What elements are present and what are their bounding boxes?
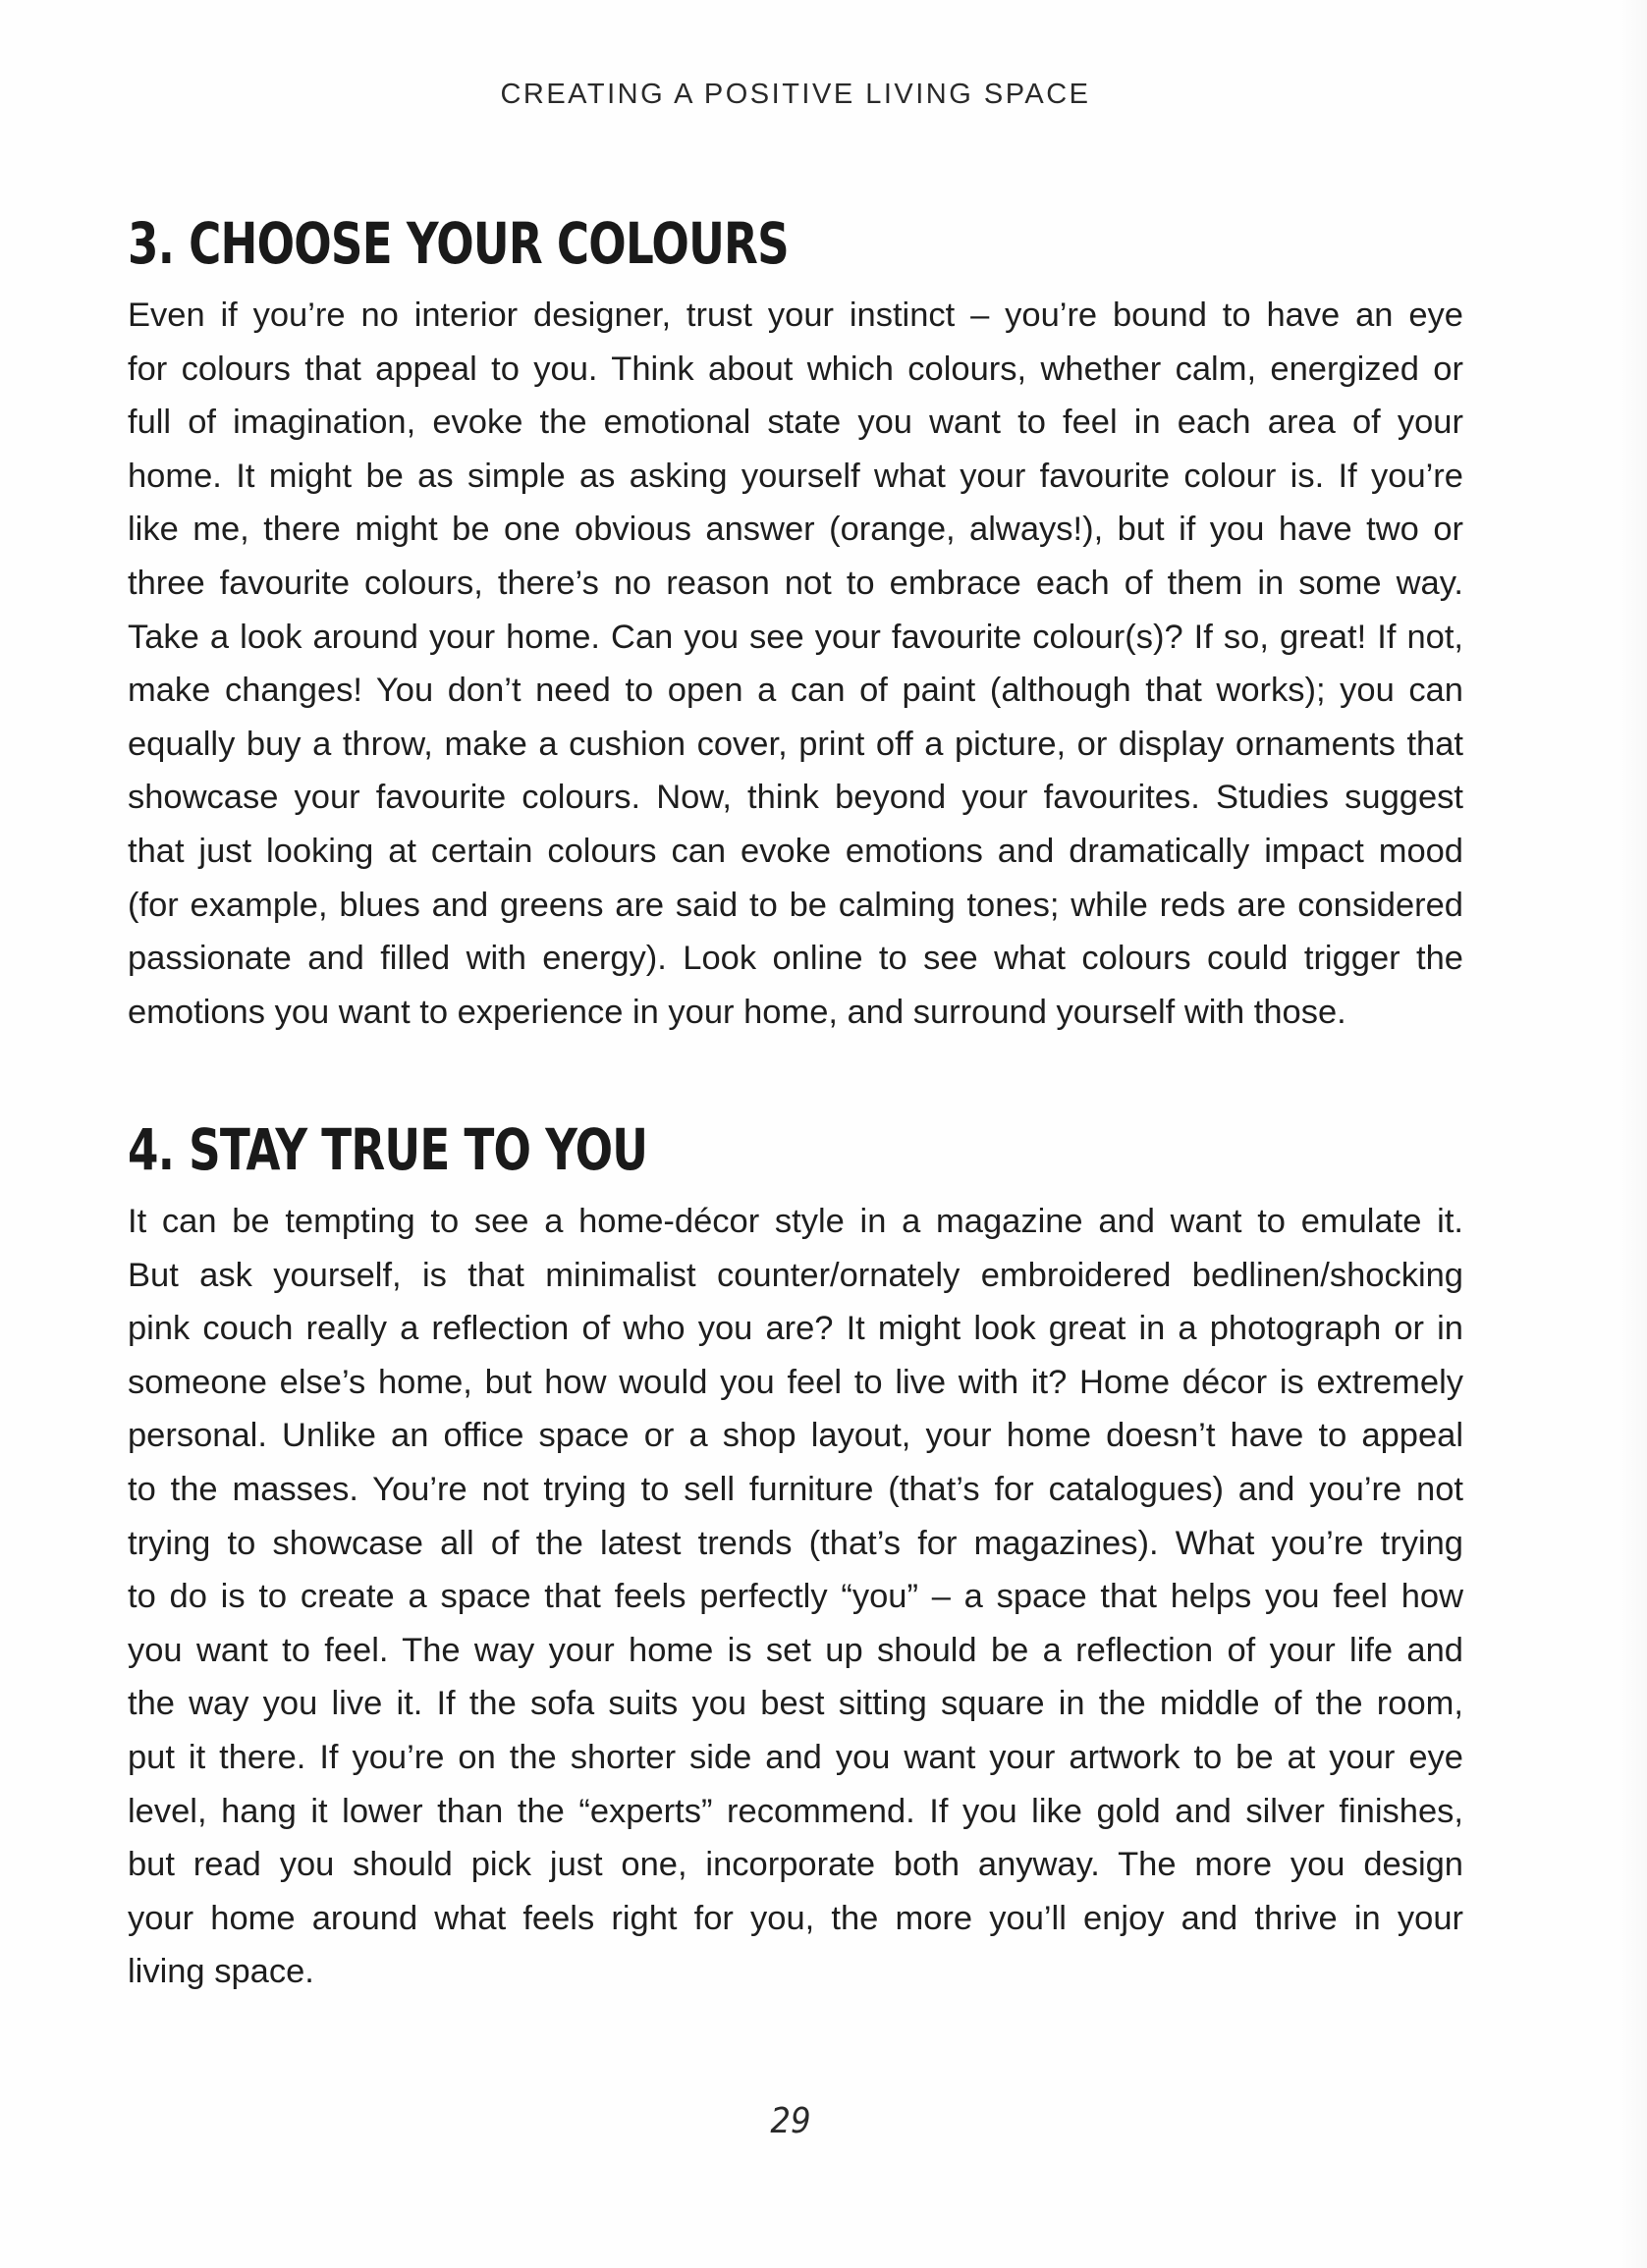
- text-line: emotions you want to experience in your home, and surround yourself with those.: [128, 993, 1346, 1031]
- text-line: level, hang it lower than the “experts” recommend. If you like gold and silver finishes,: [128, 1792, 1463, 1830]
- section-body: [128, 289, 1463, 1039]
- page-number: 29: [770, 2101, 811, 2141]
- section-stay-true-to-you: [128, 1114, 1463, 1999]
- text-line: (for example, blues and greens are said to be calming tones; while reds are considered: [128, 886, 1463, 924]
- text-line: your home around what feels right for you, the more you’ll enjoy and thrive in your: [128, 1899, 1463, 1937]
- text-line: It can be tempting to see a home-décor style in a magazine and want to emulate it.: [128, 1203, 1463, 1240]
- text-line: pink couch really a reflection of who you are? It might look great in a photograph or in: [128, 1310, 1463, 1348]
- text-line: showcase your favourite colours. Now, think beyond your favourites. Studies suggest: [128, 779, 1463, 817]
- text-line: but read you should pick just one, incorporate both anyway. The more you design: [128, 1846, 1463, 1884]
- text-line: that just looking at certain colours can evoke emotions and dramatically impact mood: [128, 832, 1463, 870]
- page-edge-shade: [1620, 0, 1647, 2268]
- section-choose-your-colours: [128, 208, 1463, 1039]
- text-line: living space.: [128, 1953, 314, 1991]
- text-line: personal. Unlike an office space or a shop layout, your home doesn’t have to appeal: [128, 1417, 1463, 1455]
- section-heading: 4. STAY TRUE TO YOU: [128, 1116, 648, 1183]
- section-heading: 3. CHOOSE YOUR COLOURS: [128, 210, 789, 277]
- text-line: to do is to create a space that feels perfectly “you” – a space that helps you feel how: [128, 1578, 1463, 1616]
- text-line: trying to showcase all of the latest trends (that’s for magazines). What you’re trying: [128, 1524, 1463, 1562]
- text-line: home. It might be as simple as asking yourself what your favourite colour is. If you’re: [128, 457, 1463, 495]
- text-line: Take a look around your home. Can you see your favourite colour(s)? If so, great! If not,: [128, 618, 1463, 656]
- text-line: But ask yourself, is that minimalist counter/ornately embroidered bedlinen/shocking: [128, 1256, 1463, 1294]
- running-head: CREATING A POSITIVE LIVING SPACE: [500, 79, 1091, 110]
- text-line: full of imagination, evoke the emotional state you want to feel in each area of your: [128, 404, 1463, 442]
- section-body: [128, 1195, 1463, 1999]
- text-line: make changes! You don’t need to open a can of paint (although that works); you can: [128, 672, 1463, 710]
- text-line: like me, there might be one obvious answer (orange, always!), but if you have two or: [128, 511, 1463, 549]
- text-line: Even if you’re no interior designer, trust your instinct – you’re bound to have an eye: [128, 297, 1463, 334]
- text-line: put it there. If you’re on the shorter side and you want your artwork to be at your eye: [128, 1738, 1463, 1776]
- text-line: you want to feel. The way your home is set up should be a reflection of your life and: [128, 1631, 1463, 1669]
- text-line: for colours that appeal to you. Think about which colours, whether calm, energized or: [128, 350, 1463, 388]
- text-line: passionate and filled with energy). Look online to see what colours could trigger the: [128, 940, 1463, 978]
- text-line: to the masses. You’re not trying to sell furniture (that’s for catalogues) and you’re not: [128, 1470, 1463, 1508]
- text-line: the way you live it. If the sofa suits you best sitting square in the middle of the room,: [128, 1685, 1463, 1723]
- text-line: equally buy a throw, make a cushion cover, print off a picture, or display ornaments that: [128, 725, 1463, 763]
- text-line: three favourite colours, there’s no reason not to embrace each of them in some way.: [128, 564, 1463, 602]
- text-line: someone else’s home, but how would you feel to live with it? Home décor is extremely: [128, 1363, 1463, 1401]
